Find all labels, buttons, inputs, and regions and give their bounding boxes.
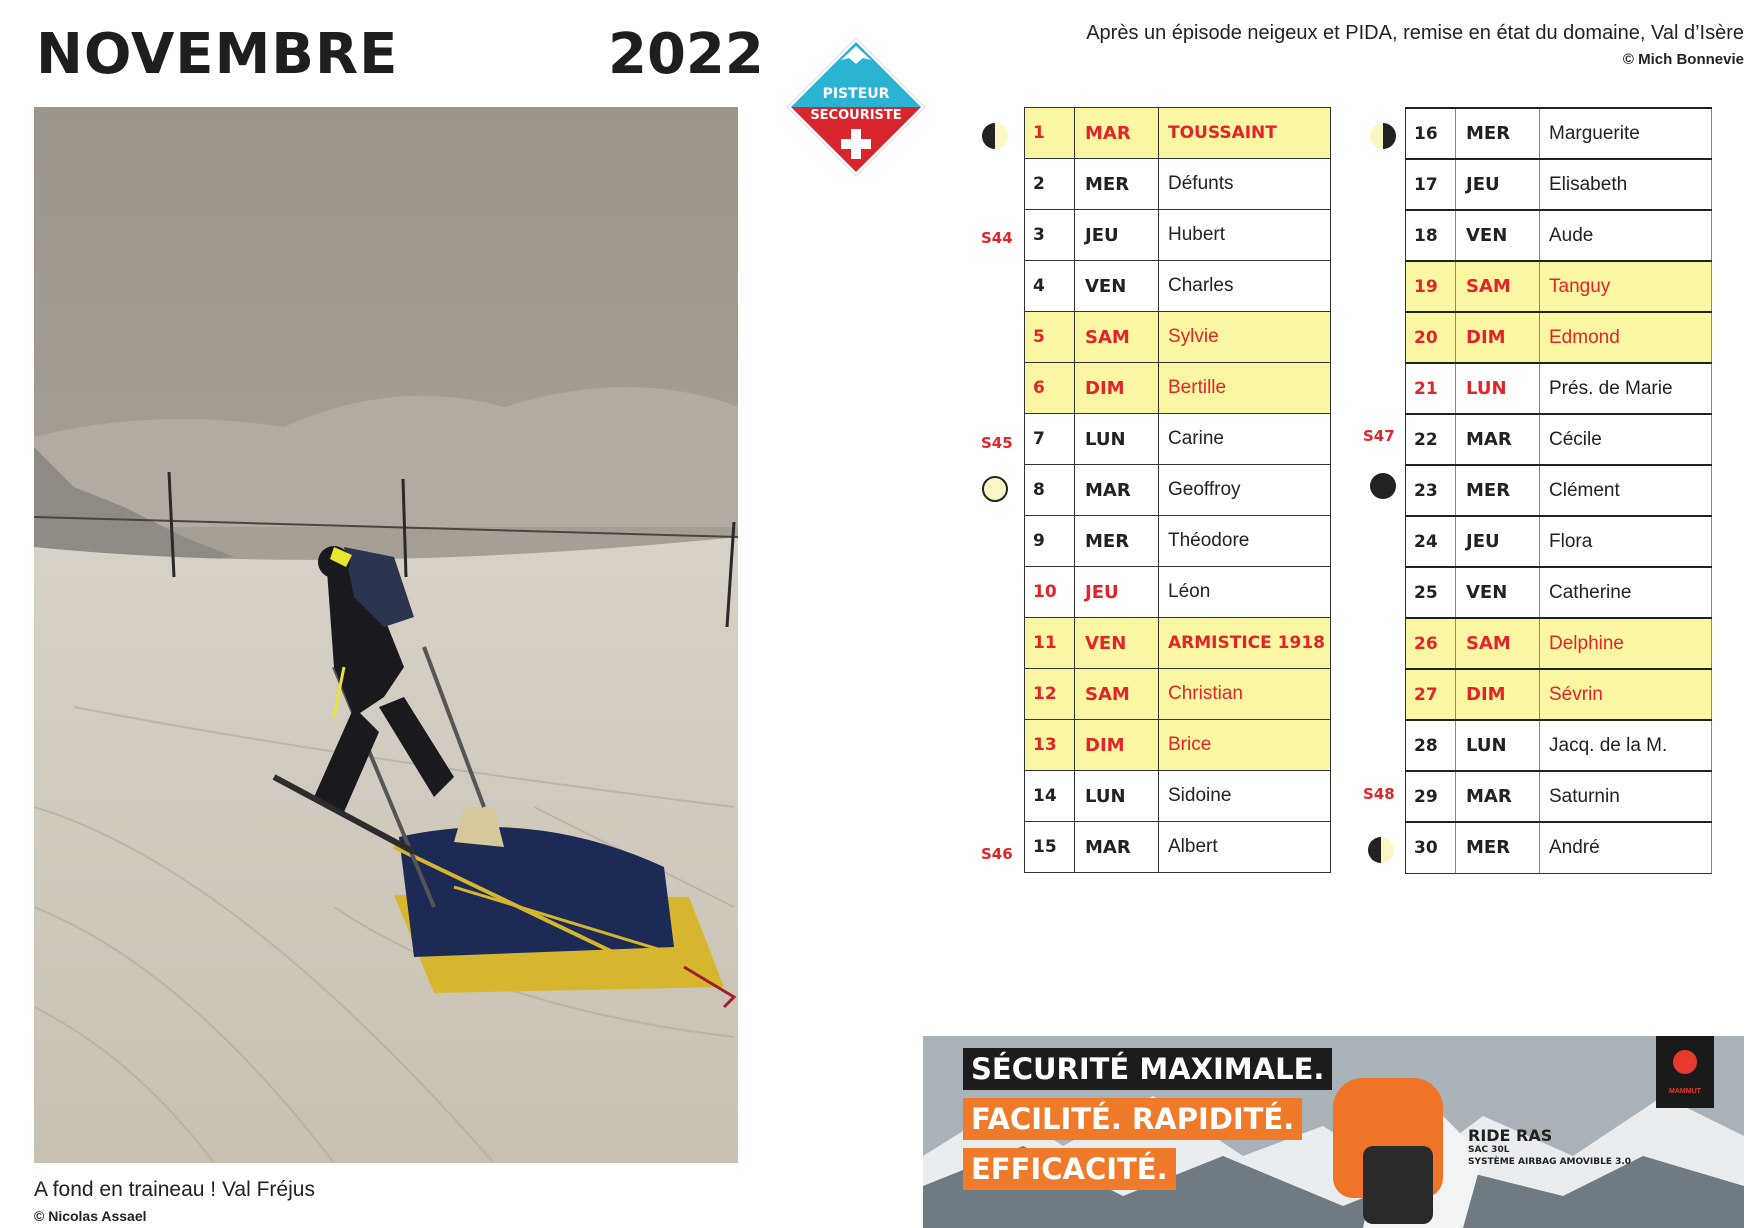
saint-name: Bertille bbox=[1159, 363, 1331, 414]
day-number: 24 bbox=[1406, 516, 1456, 567]
calendar-row bbox=[1406, 210, 1712, 261]
photo-caption: A fond en traineau ! Val Fréjus bbox=[34, 1178, 315, 1201]
calendar-row bbox=[1025, 210, 1331, 261]
calendar-row bbox=[1406, 822, 1712, 873]
saint-name: ARMISTICE 1918 bbox=[1159, 618, 1331, 669]
calendar-row bbox=[1406, 669, 1712, 720]
day-of-week: JEU bbox=[1456, 516, 1540, 567]
saint-name: Sylvie bbox=[1159, 312, 1331, 363]
day-of-week: LUN bbox=[1456, 720, 1540, 771]
day-number: 14 bbox=[1025, 771, 1075, 822]
mammut-advertisement[interactable] bbox=[923, 1036, 1744, 1228]
brand-label: MAMMUT bbox=[1669, 1088, 1701, 1095]
day-number: 16 bbox=[1406, 108, 1456, 159]
page-caption: Après un épisode neigeux et PIDA, remise en état du domaine, Val d’Isère bbox=[1086, 22, 1744, 44]
day-number: 12 bbox=[1025, 669, 1075, 720]
day-of-week: MER bbox=[1456, 822, 1540, 873]
calendar-row bbox=[1025, 516, 1331, 567]
saint-name: Jacq. de la M. bbox=[1540, 720, 1712, 771]
saint-name: Marguerite bbox=[1540, 108, 1712, 159]
photo-credit: © Nicolas Assael bbox=[34, 1208, 147, 1224]
saint-name: Brice bbox=[1159, 720, 1331, 771]
day-number: 15 bbox=[1025, 822, 1075, 873]
calendar-row bbox=[1406, 261, 1712, 312]
saint-name: Charles bbox=[1159, 261, 1331, 312]
calendar-row bbox=[1025, 261, 1331, 312]
week-number-s44: S44 bbox=[981, 229, 1013, 247]
day-number: 28 bbox=[1406, 720, 1456, 771]
calendar-row bbox=[1025, 822, 1331, 873]
calendar-table-right bbox=[1405, 107, 1712, 874]
saint-name: Hubert bbox=[1159, 210, 1331, 261]
saint-name: Geoffroy bbox=[1159, 465, 1331, 516]
day-of-week: DIM bbox=[1456, 312, 1540, 363]
calendar-row bbox=[1406, 363, 1712, 414]
calendar-row bbox=[1025, 312, 1331, 363]
saint-name: Clément bbox=[1540, 465, 1712, 516]
day-number: 17 bbox=[1406, 159, 1456, 210]
calendar-row bbox=[1025, 414, 1331, 465]
day-number: 4 bbox=[1025, 261, 1075, 312]
day-number: 9 bbox=[1025, 516, 1075, 567]
day-number: 3 bbox=[1025, 210, 1075, 261]
ad-product-name: RIDE RAS bbox=[1468, 1126, 1553, 1145]
day-of-week: SAM bbox=[1075, 312, 1159, 363]
day-number: 13 bbox=[1025, 720, 1075, 771]
day-of-week: JEU bbox=[1456, 159, 1540, 210]
page-credit: © Mich Bonnevie bbox=[1622, 51, 1744, 68]
week-number-s48: S48 bbox=[1363, 785, 1395, 803]
day-of-week: JEU bbox=[1075, 210, 1159, 261]
saint-name: Défunts bbox=[1159, 159, 1331, 210]
day-of-week: DIM bbox=[1456, 669, 1540, 720]
first-quarter-moon-icon bbox=[982, 123, 1008, 149]
backpack-body bbox=[1363, 1146, 1433, 1224]
saint-name: TOUSSAINT bbox=[1159, 108, 1331, 159]
saint-name: Carine bbox=[1159, 414, 1331, 465]
month-title: NOVEMBRE bbox=[36, 22, 399, 87]
calendar-row bbox=[1025, 567, 1331, 618]
first-quarter-moon-icon bbox=[1368, 837, 1394, 863]
day-number: 6 bbox=[1025, 363, 1075, 414]
day-of-week: SAM bbox=[1456, 261, 1540, 312]
day-of-week: LUN bbox=[1456, 363, 1540, 414]
calendar-row bbox=[1025, 720, 1331, 771]
day-number: 2 bbox=[1025, 159, 1075, 210]
ad-subline-2: EFFICACITÉ. bbox=[963, 1148, 1176, 1190]
day-of-week: MER bbox=[1456, 465, 1540, 516]
mammut-icon bbox=[1673, 1050, 1697, 1074]
saint-name: Prés. de Marie bbox=[1540, 363, 1712, 414]
photo-rescue-sled bbox=[34, 107, 738, 1163]
saint-name: Elisabeth bbox=[1540, 159, 1712, 210]
day-number: 18 bbox=[1406, 210, 1456, 261]
day-number: 26 bbox=[1406, 618, 1456, 669]
ad-product-line2: SYSTÈME AIRBAG AMOVIBLE 3.0 bbox=[1468, 1156, 1632, 1167]
day-of-week: MAR bbox=[1075, 108, 1159, 159]
new-moon-icon bbox=[1370, 473, 1396, 499]
day-number: 1 bbox=[1025, 108, 1075, 159]
ad-subline: FACILITÉ. RAPIDITÉ. bbox=[963, 1098, 1302, 1140]
calendar-row bbox=[1025, 618, 1331, 669]
day-number: 23 bbox=[1406, 465, 1456, 516]
day-of-week: VEN bbox=[1075, 261, 1159, 312]
svg-text:PISTEUR: PISTEUR bbox=[822, 86, 890, 102]
saint-name: Albert bbox=[1159, 822, 1331, 873]
calendar-row bbox=[1406, 720, 1712, 771]
calendar-row bbox=[1406, 618, 1712, 669]
calendar-row bbox=[1406, 567, 1712, 618]
day-of-week: VEN bbox=[1456, 567, 1540, 618]
day-number: 8 bbox=[1025, 465, 1075, 516]
day-of-week: SAM bbox=[1456, 618, 1540, 669]
day-of-week: LUN bbox=[1075, 771, 1159, 822]
day-number: 21 bbox=[1406, 363, 1456, 414]
calendar-row bbox=[1025, 108, 1331, 159]
day-of-week: JEU bbox=[1075, 567, 1159, 618]
day-number: 11 bbox=[1025, 618, 1075, 669]
ad-product-info bbox=[1468, 1126, 1631, 1168]
svg-text:SECOURISTE: SECOURISTE bbox=[810, 108, 902, 123]
calendar-row bbox=[1025, 771, 1331, 822]
calendar-row bbox=[1406, 108, 1712, 159]
saint-name: Christian bbox=[1159, 669, 1331, 720]
day-number: 19 bbox=[1406, 261, 1456, 312]
calendar-row bbox=[1025, 465, 1331, 516]
mammut-logo bbox=[1656, 1036, 1714, 1108]
day-of-week: MER bbox=[1075, 159, 1159, 210]
day-of-week: SAM bbox=[1075, 669, 1159, 720]
calendar-row bbox=[1406, 312, 1712, 363]
week-number-s46: S46 bbox=[981, 845, 1013, 863]
day-of-week: DIM bbox=[1075, 720, 1159, 771]
saint-name: André bbox=[1540, 822, 1712, 873]
saint-name: Tanguy bbox=[1540, 261, 1712, 312]
saint-name: Flora bbox=[1540, 516, 1712, 567]
saint-name: Catherine bbox=[1540, 567, 1712, 618]
year-title: 2022 bbox=[608, 22, 764, 87]
day-number: 10 bbox=[1025, 567, 1075, 618]
day-of-week: MAR bbox=[1075, 822, 1159, 873]
day-of-week: MAR bbox=[1075, 465, 1159, 516]
calendar-row bbox=[1025, 363, 1331, 414]
saint-name: Saturnin bbox=[1540, 771, 1712, 822]
saint-name: Sidoine bbox=[1159, 771, 1331, 822]
week-number-s47: S47 bbox=[1363, 427, 1395, 445]
ad-product-line1: SAC 30L bbox=[1468, 1145, 1510, 1155]
saint-name: Théodore bbox=[1159, 516, 1331, 567]
day-number: 22 bbox=[1406, 414, 1456, 465]
calendar-row bbox=[1406, 159, 1712, 210]
day-number: 25 bbox=[1406, 567, 1456, 618]
saint-name: Cécile bbox=[1540, 414, 1712, 465]
day-of-week: MAR bbox=[1456, 771, 1540, 822]
calendar-row bbox=[1025, 159, 1331, 210]
day-of-week: MAR bbox=[1456, 414, 1540, 465]
saint-name: Aude bbox=[1540, 210, 1712, 261]
calendar-table-left bbox=[1024, 107, 1331, 873]
day-of-week: VEN bbox=[1456, 210, 1540, 261]
day-of-week: LUN bbox=[1075, 414, 1159, 465]
calendar-row bbox=[1406, 516, 1712, 567]
day-number: 29 bbox=[1406, 771, 1456, 822]
day-number: 30 bbox=[1406, 822, 1456, 873]
day-number: 7 bbox=[1025, 414, 1075, 465]
ad-headline: SÉCURITÉ MAXIMALE. bbox=[963, 1048, 1332, 1090]
day-of-week: MER bbox=[1456, 108, 1540, 159]
day-number: 20 bbox=[1406, 312, 1456, 363]
day-of-week: DIM bbox=[1075, 363, 1159, 414]
day-number: 27 bbox=[1406, 669, 1456, 720]
day-of-week: MER bbox=[1075, 516, 1159, 567]
calendar-row bbox=[1025, 669, 1331, 720]
saint-name: Léon bbox=[1159, 567, 1331, 618]
saint-name: Sévrin bbox=[1540, 669, 1712, 720]
last-quarter-moon-icon bbox=[1370, 123, 1396, 149]
week-number-s45: S45 bbox=[981, 434, 1013, 452]
calendar-row bbox=[1406, 465, 1712, 516]
day-number: 5 bbox=[1025, 312, 1075, 363]
full-moon-icon bbox=[982, 476, 1008, 502]
calendar-row bbox=[1406, 414, 1712, 465]
saint-name: Edmond bbox=[1540, 312, 1712, 363]
calendar-row bbox=[1406, 771, 1712, 822]
pisteur-secouriste-logo bbox=[785, 36, 927, 178]
saint-name: Delphine bbox=[1540, 618, 1712, 669]
day-of-week: VEN bbox=[1075, 618, 1159, 669]
